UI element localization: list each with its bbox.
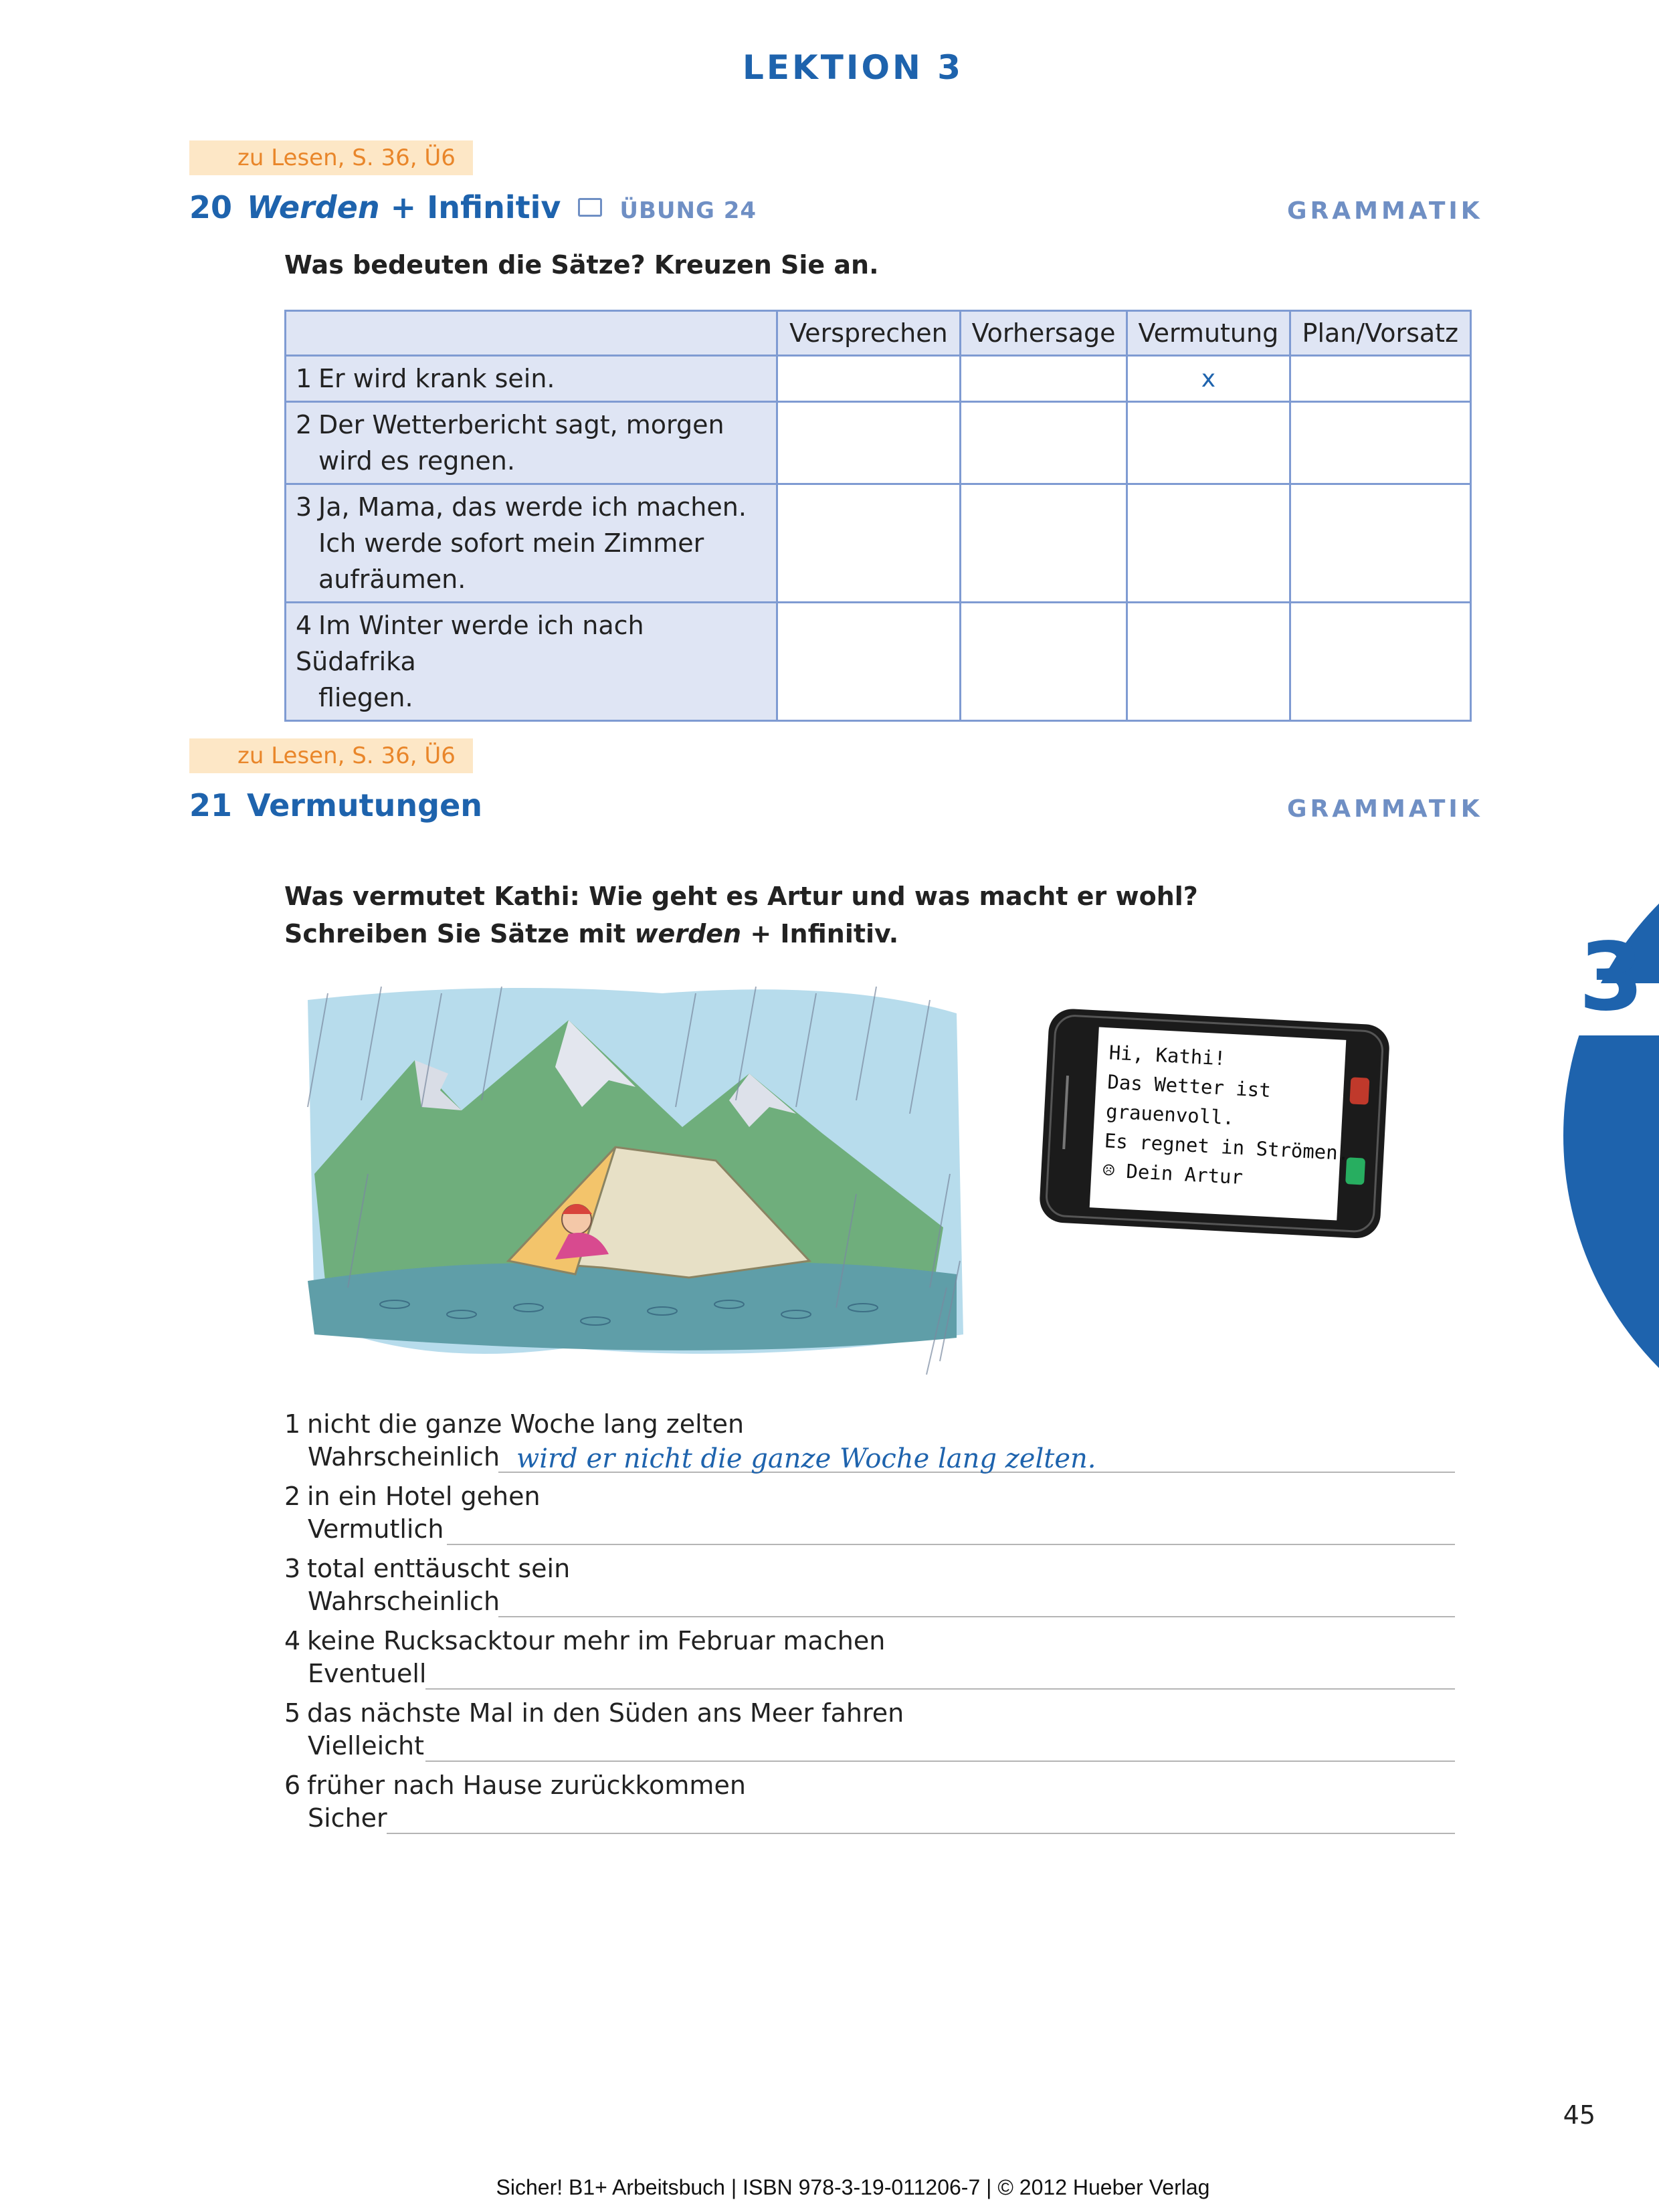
- item-number: 5: [284, 1698, 301, 1728]
- item-prompt: das nächste Mal in den Süden ans Meer fahren: [307, 1698, 904, 1728]
- item-starter: Vermutlich: [308, 1514, 444, 1544]
- table-header-blank: [286, 311, 777, 356]
- checkbox-cell[interactable]: [777, 484, 961, 603]
- sms-line: Das Wetter ist: [1106, 1070, 1272, 1102]
- checkbox-cell[interactable]: [1127, 603, 1290, 721]
- ex21-instruction: [284, 878, 1198, 952]
- ex20-category: GRAMMATIK: [1287, 197, 1483, 225]
- ex21-instruction-line2a: Schreiben Sie Sätze mit: [284, 919, 635, 948]
- list-item: [284, 1478, 541, 1514]
- answer-line[interactable]: [425, 1688, 1455, 1690]
- list-item: [284, 1767, 746, 1803]
- answer-line[interactable]: [498, 1616, 1455, 1617]
- ex20-reference-tag: zu Lesen, S. 36, Ü6: [189, 140, 473, 175]
- checkbox-cell[interactable]: [1290, 402, 1470, 484]
- checkbox-cell[interactable]: [960, 356, 1127, 402]
- chapter-tab-circle: [1563, 806, 1659, 1466]
- ex21-instruction-line1: Was vermutet Kathi: Wie geht es Artur und was macht er wohl?: [284, 882, 1198, 911]
- sms-line: Hi, Kathi!: [1108, 1041, 1227, 1070]
- ex20-title: [189, 189, 757, 225]
- checkbox-cell[interactable]: [777, 603, 961, 721]
- sentence-text: Der Wetterbericht sagt, morgen: [318, 410, 724, 439]
- checkbox-cell[interactable]: [1127, 402, 1290, 484]
- ex21-number: 21: [189, 787, 233, 823]
- ex20-number: 20: [189, 189, 233, 225]
- item-number: 6: [284, 1771, 301, 1800]
- item-number: 4: [284, 1626, 301, 1655]
- list-item: [284, 1695, 904, 1731]
- hang-up-icon: [1349, 1077, 1369, 1104]
- checkbox-cell[interactable]: [1290, 356, 1470, 402]
- sentence-text: wird es regnen.: [318, 446, 515, 476]
- checkbox-cell[interactable]: [1290, 484, 1470, 603]
- item-prompt: nicht die ganze Woche lang zelten: [307, 1409, 745, 1439]
- list-item: [284, 1550, 570, 1587]
- ex21-instruction-line2b: + Infinitiv.: [741, 919, 899, 948]
- table-row: [286, 603, 1471, 721]
- chapter-tab-number: 3: [1579, 923, 1644, 1032]
- sentence-text: Ich werde sofort mein Zimmer: [318, 528, 704, 558]
- checkbox-cell[interactable]: [777, 402, 961, 484]
- checkbox-cell-checked[interactable]: x: [1127, 356, 1290, 402]
- table-header: Vorhersage: [960, 311, 1127, 356]
- table-header: Plan/Vorsatz: [1290, 311, 1470, 356]
- tent-in-rain-illustration: [288, 973, 983, 1381]
- table-row: [286, 356, 1471, 402]
- ex20-table: [284, 310, 1472, 722]
- item-number: 3: [284, 1554, 301, 1583]
- row-number: 2: [296, 410, 312, 439]
- list-item: [284, 1406, 744, 1442]
- sentence-text: Ja, Mama, das werde ich machen.: [318, 492, 747, 522]
- item-prompt: früher nach Hause zurückkommen: [307, 1771, 746, 1800]
- checkbox-cell[interactable]: [777, 356, 961, 402]
- item-starter: Sicher: [308, 1803, 387, 1833]
- sms-line: Es regnet in Strömen.: [1104, 1129, 1351, 1165]
- phone-sms-illustration: [1030, 1003, 1405, 1258]
- sms-line: ☹ Dein Artur: [1102, 1159, 1244, 1189]
- item-prompt: in ein Hotel gehen: [307, 1482, 541, 1511]
- ex20-title-rest: + Infinitiv: [379, 189, 561, 225]
- ex21-title-text: Vermutungen: [247, 787, 483, 823]
- item-prompt: total enttäuscht sein: [307, 1554, 571, 1583]
- table-header: Versprechen: [777, 311, 961, 356]
- computer-icon: [578, 198, 602, 217]
- row-number: 3: [296, 492, 312, 522]
- item-starter: Eventuell: [308, 1659, 427, 1688]
- answer-line[interactable]: [425, 1761, 1455, 1762]
- checkbox-cell[interactable]: [1127, 484, 1290, 603]
- row-number: 4: [296, 611, 312, 640]
- item-number: 1: [284, 1409, 301, 1439]
- item-starter: Wahrscheinlich: [308, 1442, 500, 1472]
- table-header-row: [286, 311, 1471, 356]
- table-row: [286, 484, 1471, 603]
- sentence-cell: [286, 603, 777, 721]
- checkbox-cell[interactable]: [960, 484, 1127, 603]
- list-item: [284, 1623, 885, 1659]
- sentence-cell: [286, 402, 777, 484]
- row-number: 1: [296, 364, 312, 393]
- answer-line[interactable]: [387, 1833, 1455, 1834]
- sentence-cell: [286, 484, 777, 603]
- sms-line: grauenvoll.: [1105, 1100, 1235, 1130]
- table-header: Vermutung: [1127, 311, 1290, 356]
- sentence-text: fliegen.: [318, 683, 413, 712]
- answer-line[interactable]: [447, 1544, 1455, 1545]
- checkbox-cell[interactable]: [1290, 603, 1470, 721]
- ex20-title-italic: Werden: [247, 189, 380, 225]
- sentence-text: Er wird krank sein.: [318, 364, 555, 393]
- sentence-text: Im Winter werde ich nach Südafrika: [296, 611, 644, 676]
- ex20-uebung-link[interactable]: ÜBUNG 24: [619, 197, 757, 224]
- item-number: 2: [284, 1482, 301, 1511]
- checkbox-cell[interactable]: [960, 402, 1127, 484]
- ex20-instruction: Was bedeuten die Sätze? Kreuzen Sie an.: [284, 250, 879, 280]
- sentence-text: aufräumen.: [318, 565, 466, 594]
- ex21-title: [189, 787, 482, 823]
- item-starter: Vielleicht: [308, 1731, 425, 1761]
- sentence-cell: [286, 356, 777, 402]
- handwritten-answer[interactable]: wird er nicht die ganze Woche lang zelten.: [516, 1443, 1096, 1474]
- ex21-reference-tag: zu Lesen, S. 36, Ü6: [189, 738, 473, 773]
- checkbox-cell[interactable]: [960, 603, 1127, 721]
- footer-credit: Sicher! B1+ Arbeitsbuch | ISBN 978-3-19-011206-7 | © 2012 Hueber Verlag: [496, 2175, 1210, 2199]
- item-prompt: keine Rucksacktour mehr im Februar machen: [307, 1626, 886, 1655]
- table-row: [286, 402, 1471, 484]
- ex21-category: GRAMMATIK: [1287, 795, 1483, 823]
- ex21-instruction-line2-italic: werden: [634, 919, 742, 948]
- lesson-title: LEKTION 3: [742, 48, 964, 87]
- item-starter: Wahrscheinlich: [308, 1587, 500, 1616]
- page-number: 45: [1563, 2100, 1595, 2130]
